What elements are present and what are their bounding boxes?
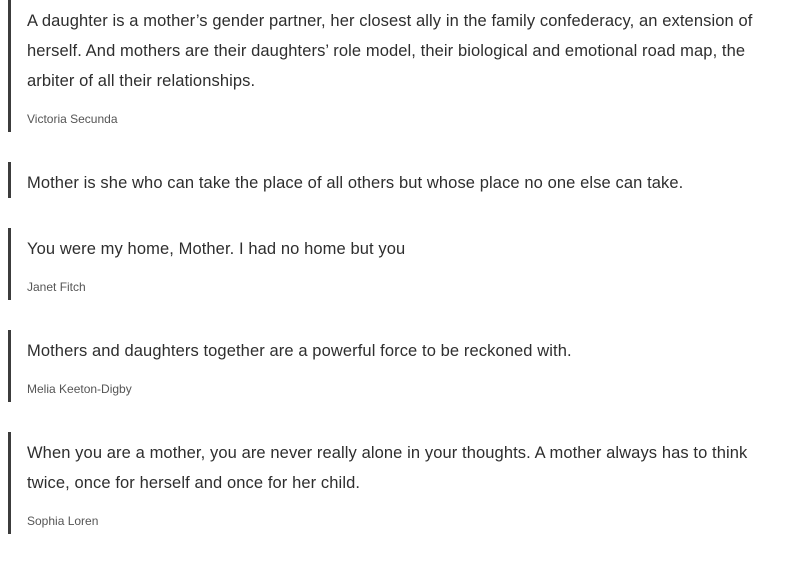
spacer [0, 402, 808, 432]
quote-block [0, 432, 808, 534]
quote-text: You were my home, Mother. I had no home but you [27, 240, 406, 258]
spacer [0, 132, 808, 162]
quote-text: Mother is she who can take the place of all others but whose place no one else can take. [27, 174, 684, 192]
quote-text: Mothers and daughters together are a powerful force to be reckoned with. [27, 342, 572, 360]
spacer [0, 198, 808, 228]
quote-accent-bar [8, 228, 11, 300]
quote-author: Victoria Secunda [27, 112, 118, 126]
quote-accent-bar [8, 0, 11, 132]
quote-block [0, 0, 808, 132]
spacer [0, 300, 808, 330]
quote-accent-bar [8, 432, 11, 534]
quote-author: Sophia Loren [27, 514, 99, 528]
quote-accent-bar [8, 330, 11, 402]
quote-accent-bar [8, 162, 11, 198]
quote-block [0, 228, 808, 300]
quote-text: A daughter is a mother’s gender partner, her closest ally in the family confederacy, an extension of herself. And mothers are their daughters’ role model, their biological and emotional road map, the arbiter of all their relationships. [27, 12, 753, 90]
quote-author: Melia Keeton-Digby [27, 382, 132, 396]
quote-block [0, 330, 808, 402]
quote-text: When you are a mother, you are never really alone in your thoughts. A mother always has to think twice, once for herself and once for her child. [27, 444, 748, 492]
quote-author: Janet Fitch [27, 280, 86, 294]
quote-block [0, 162, 808, 198]
